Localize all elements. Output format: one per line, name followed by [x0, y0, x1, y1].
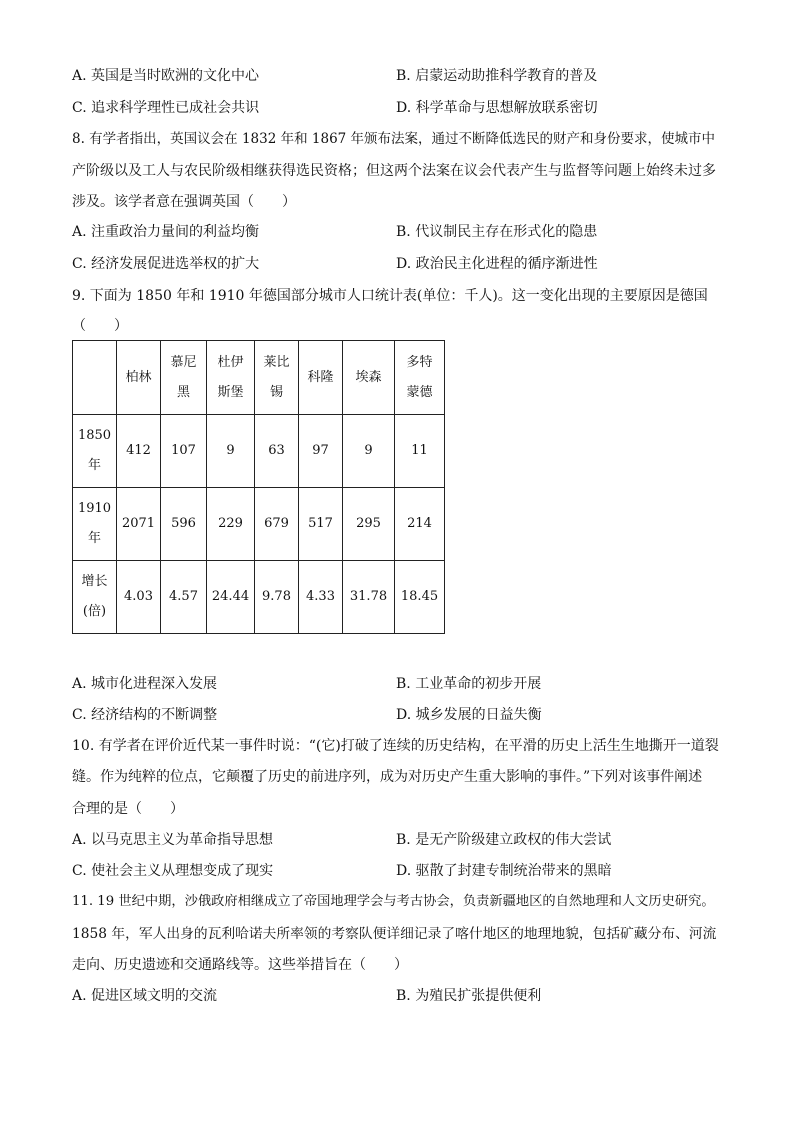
q10-option-c[interactable]: C. 使社会主义从理想变成了现实 — [72, 863, 274, 879]
q8-option-d[interactable]: D. 政治民主化进程的循序渐进性 — [396, 256, 598, 272]
table-cell: 517 — [299, 488, 343, 561]
q11-stem-line-1: 11. 19 世纪中期，沙俄政府相继成立了帝国地理学会与考古协会，负责新疆地区的自然地理和人文历史研究。 — [72, 894, 715, 909]
city-header: 多特 蒙德 — [395, 341, 445, 415]
table-cell: 97 — [299, 415, 343, 488]
table-cell: 9.78 — [255, 561, 299, 634]
table-corner-cell — [73, 341, 117, 415]
q9-options-row-1 — [72, 674, 732, 694]
table-cell: 11 — [395, 415, 445, 488]
table-cell: 4.33 — [299, 561, 343, 634]
q10-option-a[interactable]: A. 以马克思主义为革命指导思想 — [72, 832, 274, 848]
q8-option-c[interactable]: C. 经济发展促进选举权的扩大 — [72, 256, 260, 272]
q8-option-a[interactable]: A. 注重政治力量间的利益均衡 — [72, 224, 260, 240]
q7-option-c[interactable]: C. 追求科学理性已成社会共识 — [72, 100, 260, 116]
table-cell: 18.45 — [395, 561, 445, 634]
table-cell: 107 — [161, 415, 207, 488]
q7-option-a[interactable]: A. 英国是当时欧洲的文化中心 — [72, 68, 260, 84]
table-cell: 63 — [255, 415, 299, 488]
row-label: 1910 年 — [73, 488, 117, 561]
q7-option-d[interactable]: D. 科学革命与思想解放联系密切 — [396, 100, 598, 116]
q7-options-row-1 — [72, 66, 732, 86]
q9-stem-line-1: 9. 下面为 1850 年和 1910 年德国部分城市人口统计表(单位：千人)。这一变化出现的主要原因是德国 — [72, 288, 708, 304]
q10-stem-line-2: 缝。作为纯粹的位点，它颠覆了历史的前进序列，成为对历史产生重大影响的事件。”下列对该事件阐述 — [72, 769, 703, 785]
q9-option-a[interactable]: A. 城市化进程深入发展 — [72, 676, 218, 692]
table-cell: 412 — [117, 415, 161, 488]
q9-option-c[interactable]: C. 经济结构的不断调整 — [72, 707, 218, 723]
row-label: 增长 (倍) — [73, 561, 117, 634]
q9-options-row-2 — [72, 705, 732, 725]
q8-options-row-2 — [72, 254, 732, 274]
population-table — [72, 340, 445, 634]
q8-stem-line-3: 涉及。该学者意在强调英国（ ） — [72, 194, 296, 210]
q11-options-row-1 — [72, 986, 732, 1006]
q7-options-row-2 — [72, 98, 732, 118]
table-cell: 4.03 — [117, 561, 161, 634]
q10-option-d[interactable]: D. 驱散了封建专制统治带来的黑暗 — [396, 863, 612, 879]
table-cell: 9 — [343, 415, 395, 488]
city-header: 杜伊 斯堡 — [207, 341, 255, 415]
q11-option-b[interactable]: B. 为殖民扩张提供便利 — [396, 988, 542, 1004]
table-cell: 214 — [395, 488, 445, 561]
row-label: 1850 年 — [73, 415, 117, 488]
table-cell: 679 — [255, 488, 299, 561]
table-cell: 229 — [207, 488, 255, 561]
table-cell: 24.44 — [207, 561, 255, 634]
table-cell: 31.78 — [343, 561, 395, 634]
q9-option-b[interactable]: B. 工业革命的初步开展 — [396, 676, 542, 692]
table-cell: 4.57 — [161, 561, 207, 634]
q11-option-a[interactable]: A. 促进区域文明的交流 — [72, 988, 218, 1004]
q9-option-d[interactable]: D. 城乡发展的日益失衡 — [396, 707, 542, 723]
q10-stem-line-1: 10. 有学者在评价近代某一事件时说：“(它)打破了连续的历史结构，在平滑的历史上活生生地撕开一道裂 — [72, 738, 719, 754]
city-header: 柏林 — [117, 341, 161, 415]
table-row-1850 — [73, 415, 445, 488]
city-header: 科隆 — [299, 341, 343, 415]
q8-options-row-1 — [72, 222, 732, 242]
city-header: 埃森 — [343, 341, 395, 415]
table-header-row — [73, 341, 445, 415]
table-cell: 295 — [343, 488, 395, 561]
table-cell: 596 — [161, 488, 207, 561]
table-row-growth — [73, 561, 445, 634]
q10-options-row-2 — [72, 861, 732, 881]
q8-stem-line-1: 8. 有学者指出，英国议会在 1832 年和 1867 年颁布法案，通过不断降低选民的财产和身份要求，使城市中 — [72, 131, 716, 147]
q10-options-row-1 — [72, 830, 732, 850]
city-header: 慕尼 黑 — [161, 341, 207, 415]
q8-stem-line-2: 产阶级以及工人与农民阶级相继获得选民资格；但这两个法案在议会代表产生与监督等问题上始终未过多 — [72, 163, 716, 179]
city-header: 莱比 锡 — [255, 341, 299, 415]
table-row-1910 — [73, 488, 445, 561]
q10-option-b[interactable]: B. 是无产阶级建立政权的伟大尝试 — [396, 832, 612, 848]
q7-option-b[interactable]: B. 启蒙运动助推科学教育的普及 — [396, 68, 598, 84]
q9-stem-line-2: （ ） — [72, 318, 128, 334]
table-cell: 2071 — [117, 488, 161, 561]
table-cell: 9 — [207, 415, 255, 488]
q11-stem-line-3: 走向、历史遗迹和交通路线等。这些举措旨在（ ） — [72, 957, 408, 973]
q10-stem-line-3: 合理的是（ ） — [72, 801, 184, 817]
q8-option-b[interactable]: B. 代议制民主存在形式化的隐患 — [396, 224, 598, 240]
q11-stem-line-2: 1858 年，军人出身的瓦利哈诺夫所率领的考察队便详细记录了喀什地区的地理地貌，包括矿藏分布、河流 — [72, 926, 717, 942]
